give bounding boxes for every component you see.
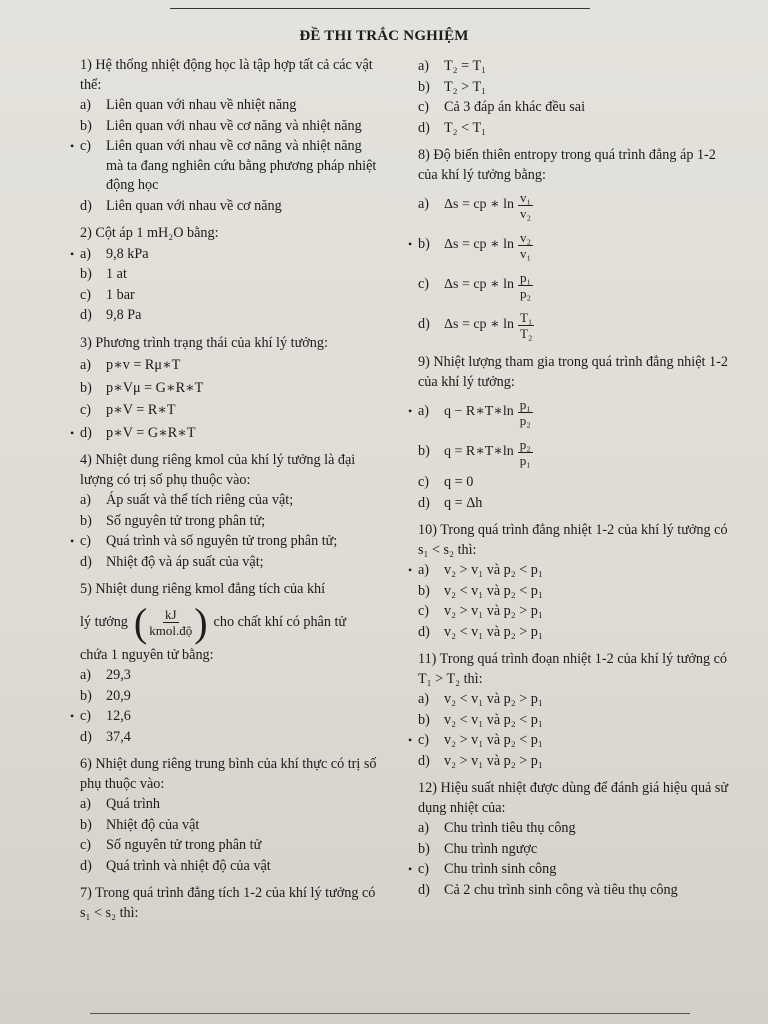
question-stem: 8) Độ biến thiên entropy trong quá trình đẳng áp 1-2 của khí lý tưởng bằng: [418,147,716,183]
option-a[interactable]: • a) q − R∗T∗ln $\frac{\text{p₁}}{\text{p₂}}$ [408,396,531,428]
question-7-options [418,57,736,138]
option-c[interactable]: c) Δs = cp ∗ ln $\frac{\text{p₁}}{\text{p₂}}$ [418,269,532,301]
question-6 [80,755,380,876]
option-c[interactable]: • c) Chu trình sinh công [418,860,736,880]
question-11 [408,650,736,771]
option-c[interactable]: c) 1 bar [80,286,135,303]
option-b[interactable]: b) v₂ < v₁ và p₂ < p₁ [418,582,543,599]
question-stem: 4) Nhiệt dung riêng kmol của khí lý tưởng là đại lượng có trị số phụ thuộc vào: [80,452,356,488]
option-d[interactable]: d) Quá trình và nhiệt độ của vật [80,857,271,874]
left-column [70,56,380,931]
option-b[interactable]: b) Số nguyên tử trong phân tử; [80,512,266,529]
question-stem: 12) Hiệu suất nhiệt được dùng để đánh giá hiệu quả sử dụng nhiệt của: [418,780,729,816]
option-b[interactable]: • b) Δs = cp ∗ ln $\frac{\text{v₂}}{\text{v₁}}$ [408,229,532,261]
question-stem: 9) Nhiệt lượng tham gia trong quá trình đẳng nhiệt 1-2 của khí lý tưởng: [418,354,728,390]
selection-dot-icon: • [408,862,413,876]
question-stem: 7) Trong quá trình đẳng tích 1-2 của khí lý tưởng có s₁ < s₂ thì: [80,885,376,921]
question-8 [408,146,736,345]
selection-dot-icon: • [408,237,413,251]
option-c[interactable]: c) v₂ > v₁ và p₂ > p₁ [418,603,543,619]
footer-rule [90,1013,690,1014]
option-b[interactable]: b) T₂ > T₁ [418,78,487,95]
option-a[interactable]: a) 29,3 [80,667,131,683]
option-d[interactable]: d) 9,8 Pa [80,307,142,323]
option-a[interactable]: a) T₂ = T₁ [418,58,487,74]
option-d[interactable]: d) Liên quan với nhau về cơ năng [80,197,282,214]
selection-dot-icon: • [70,425,75,440]
selection-dot-icon: • [408,404,413,418]
option-b[interactable]: b) 20,9 [80,687,131,704]
option-c[interactable]: • c) Quá trình và số nguyên tử trong phân tử; [80,532,380,552]
option-a[interactable]: a) Áp suất và thể tích riêng của vật; [80,492,294,508]
question-1 [70,56,380,216]
option-a[interactable]: a) Quá trình [80,796,160,812]
option-b[interactable]: b) 1 at [80,266,127,282]
option-b[interactable]: b) p∗Vμ = G∗R∗T [80,379,204,396]
option-d[interactable]: d) T₂ < T₁ [418,119,487,136]
question-10 [408,521,736,642]
page-title: ĐỀ THI TRẮC NGHIỆM [299,28,469,44]
question-stem-unit-line: lý tưởng ( $\frac{kJ}{\text{kmol.độ}}$ ) cho chất khí có phân tử [80,599,347,645]
question-stem: 1) Hệ thống nhiệt động học là tập hợp tất cả các vật thể: [80,57,373,93]
option-c[interactable]: c) q = 0 [418,474,474,490]
option-d[interactable]: d) Nhiệt độ và áp suất của vật; [80,553,264,570]
option-c[interactable]: c) Số nguyên tử trong phân tử [80,837,262,853]
question-stem: 2) Cột áp 1 mH₂O bằng: [80,225,219,241]
option-b[interactable]: b) v₂ < v₁ và p₂ < p₁ [418,711,543,728]
option-d[interactable]: • d) p∗V = G∗R∗T [80,424,380,444]
option-c[interactable]: c) Cả 3 đáp án khác đều sai [418,99,586,115]
option-d[interactable]: d) v₂ < v₁ và p₂ > p₁ [418,623,543,640]
option-a[interactable]: a) Δs = cp ∗ ln $\frac{\text{v₁}}{\text{v₂}}$ [418,189,532,221]
question-stem: 5) Nhiệt dung riêng kmol đẳng tích của khí [80,581,326,597]
question-stem: 11) Trong quá trình đoạn nhiệt 1-2 của khí lý tưởng có T₁ > T₂ thì: [418,651,728,687]
option-c[interactable]: • c) v₂ > v₁ và p₂ < p₁ [418,731,736,751]
header-rule [170,8,590,9]
question-5: 5) Nhiệt dung riêng kmol đẳng tích của khí lý tưởng ( $\frac{kJ}{\text{kmol.độ}}$ ) cho chất khí có phân tử chứa 1 nguyên tử bằng: a) 29,3 b) 20,9 • c) 12,6 d) 37,4 [80,580,380,747]
question-7-stem [80,884,380,923]
question-4 [70,451,380,572]
option-b[interactable]: b) Chu trình ngược [418,840,538,857]
option-b[interactable]: b) Nhiệt độ của vật [80,816,200,833]
selection-dot-icon: • [70,139,75,153]
option-c[interactable]: • c) Liên quan với nhau về cơ năng và nhiệt năng mà ta đang nghiên cứu bằng phương pháp nhiệt động học [70,138,377,193]
question-2 [70,224,380,326]
option-a[interactable]: a) Liên quan với nhau về nhiệt năng [80,97,297,113]
question-stem: 10) Trong quá trình đẳng nhiệt 1-2 của khí lý tưởng có s₁ < s₂ thì: [418,522,728,558]
selection-dot-icon: • [70,709,75,723]
question-stem: 3) Phương trình trạng thái của khí lý tưởng: [80,334,328,351]
question-stem: 6) Nhiệt dung riêng trung bình của khí thực có trị số phụ thuộc vào: [80,756,377,792]
option-c[interactable]: • c) 12,6 [80,707,380,727]
right-column [408,56,736,908]
option-d[interactable]: d) Cả 2 chu trình sinh công và tiêu thụ công [418,881,678,898]
option-b[interactable]: b) Liên quan với nhau về cơ năng và nhiệt năng [80,117,362,134]
option-d[interactable]: d) v₂ > v₁ và p₂ > p₁ [418,752,543,769]
unit-fraction: ( $\frac{kJ}{\text{kmol.độ}}$ ) [133,599,208,645]
selection-dot-icon: • [408,563,413,577]
option-d[interactable]: d) Δs = cp ∗ ln $\frac{\text{T₁}}{\text{T₂}}$ [418,309,533,341]
option-a[interactable]: a) Chu trình tiêu thụ công [418,820,576,836]
question-9 [408,353,736,513]
option-a[interactable]: • a) 9,8 kPa [80,245,380,265]
option-d[interactable]: d) q = Δh [418,494,483,511]
question-3 [70,334,380,444]
option-b[interactable]: b) q = R∗T∗ln $\frac{\text{p₂}}{\text{p₁}}$ [418,436,531,468]
option-c[interactable]: c) p∗V = R∗T [80,402,176,418]
selection-dot-icon: • [408,733,413,747]
selection-dot-icon: • [70,534,75,548]
option-a[interactable]: • a) v₂ > v₁ và p₂ < p₁ [418,561,736,581]
selection-dot-icon: • [70,246,75,261]
option-a[interactable]: a) v₂ < v₁ và p₂ > p₁ [418,691,543,707]
question-12 [408,779,736,900]
option-a[interactable]: a) p∗v = Rμ∗T [80,357,181,373]
option-d[interactable]: d) 37,4 [80,728,131,745]
